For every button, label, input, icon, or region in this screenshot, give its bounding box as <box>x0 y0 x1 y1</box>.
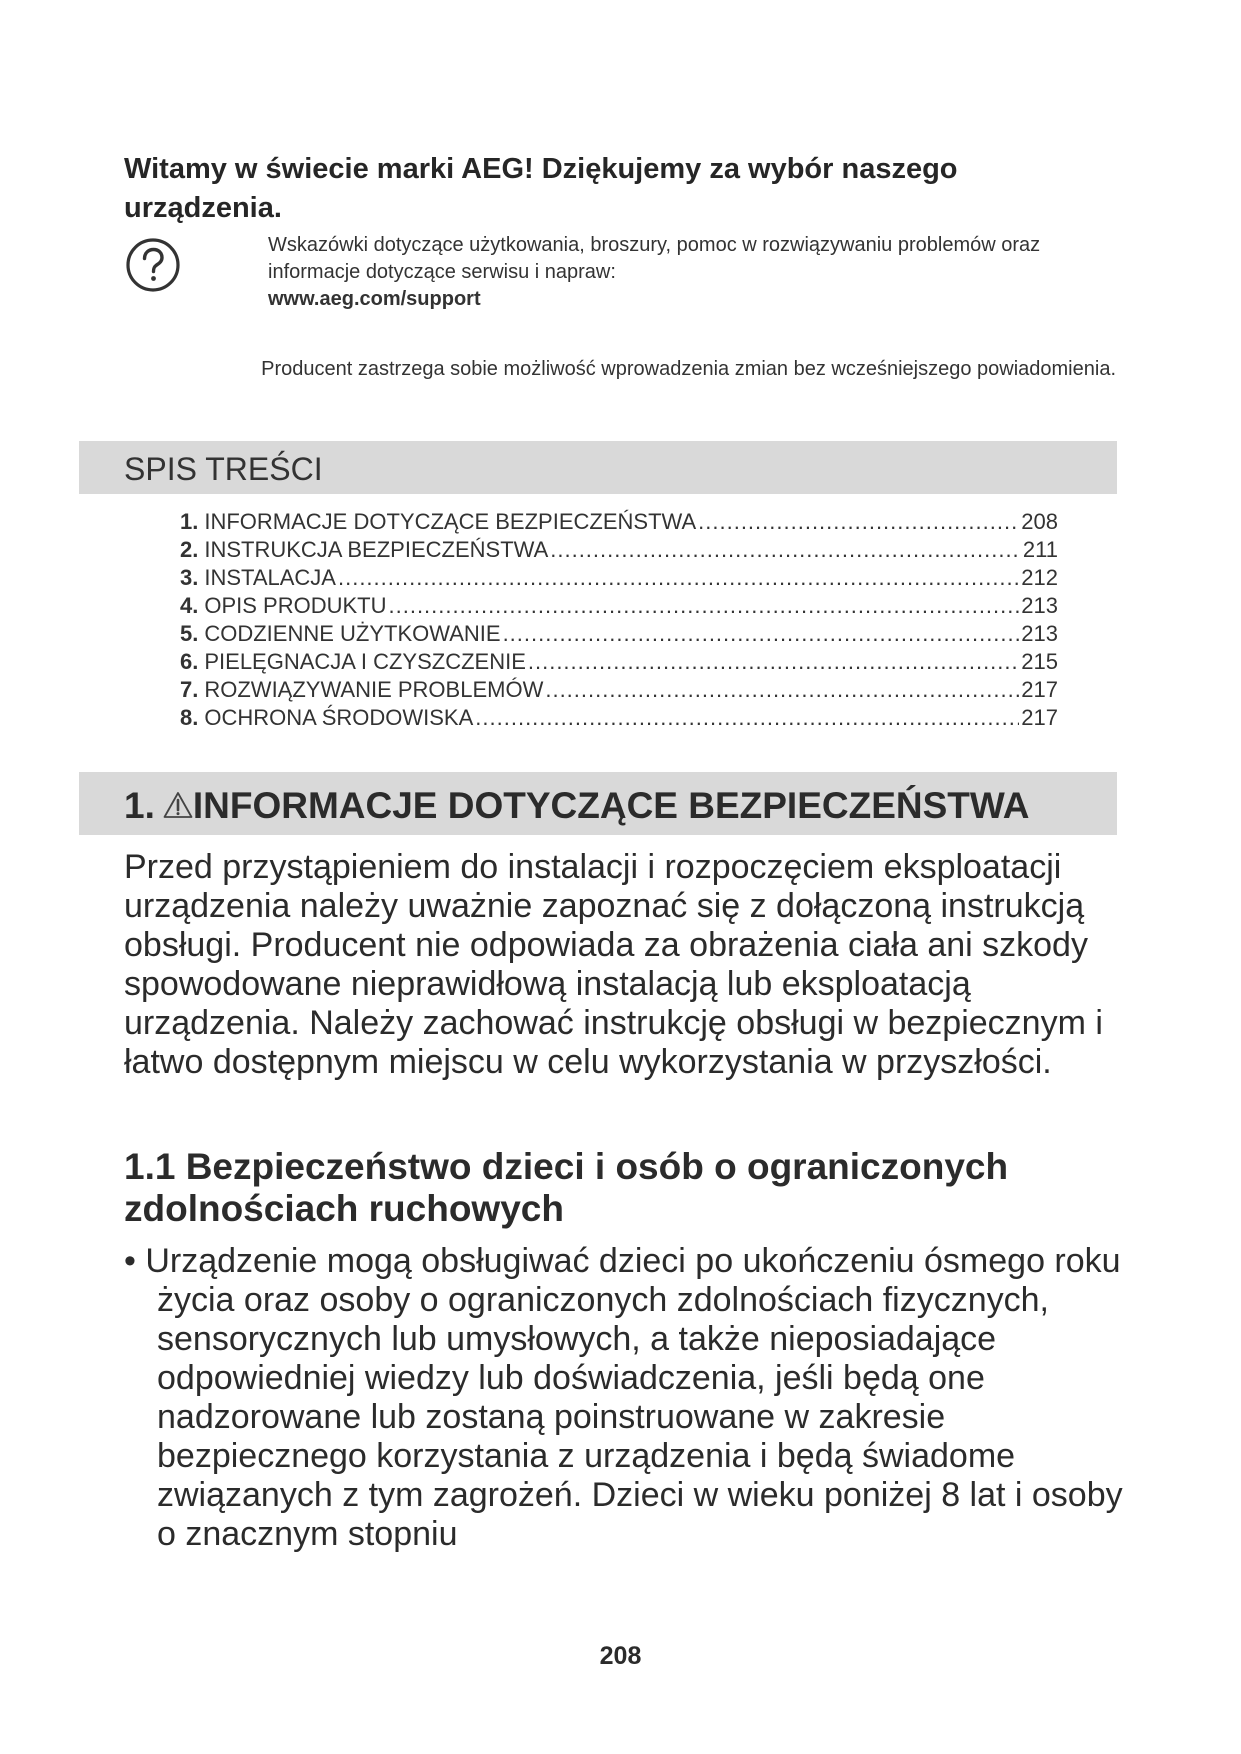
bullet-item <box>124 1242 1147 1554</box>
toc-item[interactable] <box>180 508 1058 536</box>
toc-item-label: INSTALACJA <box>204 565 336 590</box>
toc-item[interactable] <box>180 676 1058 704</box>
toc-item-number: 8. <box>180 705 199 730</box>
toc-item-page: 215 <box>1021 649 1058 674</box>
intro-paragraph: Przed przystąpieniem do instalacji i rozpoczęciem eksploatacji urządzenia należy uważnie zapoznać się z dołączoną instrukcją obsługi. Producent nie odpowiada za obrażenia ciała ani szkody spowodowane nieprawidłową instalacją lub eksploatacją urządzenia. Należy zachować instrukcję obsługi w bezpiecznym i łatwo dostępnym miejscu w celu wykorzystania w przyszłości. <box>124 848 1103 1081</box>
toc-item-label: CODZIENNE UŻYTKOWANIE <box>204 621 501 646</box>
toc-item-label: OPIS PRODUKTU <box>204 593 387 618</box>
support-text: Wskazówki dotyczące użytkowania, broszury, pomoc w rozwiązywaniu problemów oraz informacje dotyczące serwisu i napraw: <box>268 234 1041 283</box>
toc-item-label: INSTRUKCJA BEZPIECZEŃSTWA <box>204 537 549 562</box>
toc-item[interactable] <box>180 648 1058 676</box>
toc-leader <box>475 704 1019 732</box>
toc-item-number: 4. <box>180 593 199 618</box>
toc-item[interactable] <box>180 536 1058 564</box>
support-link[interactable]: www.aeg.com/support <box>268 288 481 310</box>
toc-leader <box>545 676 1019 704</box>
toc-leader <box>389 592 1020 620</box>
welcome-heading: Witamy w świecie marki AEG! Dziękujemy za wybór naszego urządzenia. <box>124 153 958 224</box>
warning-triangle-icon <box>163 791 193 819</box>
toc-item-number: 1. <box>180 509 199 534</box>
toc-item-number: 2. <box>180 537 199 562</box>
toc-leader <box>528 648 1019 676</box>
toc-item-label: INFORMACJE DOTYCZĄCE BEZPIECZEŃSTWA <box>204 509 697 534</box>
toc-item[interactable] <box>180 704 1058 732</box>
toc-item-page: 212 <box>1021 565 1058 590</box>
toc-title: SPIS TREŚCI <box>124 451 323 487</box>
page-number: 208 <box>599 1642 642 1670</box>
support-info <box>268 232 1128 313</box>
toc-item[interactable] <box>180 592 1058 620</box>
toc-leader <box>698 508 1019 536</box>
toc-item-number: 3. <box>180 565 199 590</box>
toc-item-number: 6. <box>180 649 199 674</box>
toc-item-label: PIELĘGNACJA I CZYSZCZENIE <box>204 649 526 674</box>
section-title-text: INFORMACJE DOTYCZĄCE BEZPIECZEŃSTWA <box>192 785 1030 826</box>
toc-item-label: ROZWIĄZYWANIE PROBLEMÓW <box>204 677 544 702</box>
change-notice: Producent zastrzega sobie możliwość wprowadzenia zmian bez wcześniejszego powiadomienia. <box>261 358 1116 380</box>
section-number: 1. <box>124 785 155 826</box>
toc-item-page: 213 <box>1021 593 1058 618</box>
bullet-text: Urządzenie mogą obsługiwać dzieci po ukończeniu ósmego roku życia oraz osoby o ograniczonych zdolnościach fizycznych, sensorycznych lub umysłowych, a także nieposiadające odpowiedniej wiedzy lub doświadczenia, jeśli będą one nadzorowane lub zostaną poinstruowane w zakresie bezpiecznego korzystania z urządzenia i będą świadome związanych z tym zagrożeń. Dzieci w wieku poniżej 8 lat i osoby o znacznym stopniu <box>145 1242 1123 1553</box>
toc-item-page: 213 <box>1021 621 1058 646</box>
toc-leader <box>338 564 1019 592</box>
toc-item[interactable] <box>180 620 1058 648</box>
toc-leader <box>550 536 1021 564</box>
bullet-marker: • <box>124 1242 146 1280</box>
toc-item-page: 217 <box>1021 705 1058 730</box>
toc-item-label: OCHRONA ŚRODOWISKA <box>204 705 474 730</box>
toc-item-number: 7. <box>180 677 199 702</box>
toc-leader <box>503 620 1020 648</box>
toc-list <box>180 508 1058 732</box>
subsection-title: 1.1 Bezpieczeństwo dzieci i osób o ograniczonych zdolnościach ruchowych <box>124 1146 1009 1229</box>
toc-item[interactable] <box>180 564 1058 592</box>
toc-item-page: 217 <box>1021 677 1058 702</box>
question-circle-icon <box>125 237 181 293</box>
section-title <box>124 784 1030 828</box>
toc-item-page: 211 <box>1022 537 1058 562</box>
toc-item-number: 5. <box>180 621 199 646</box>
toc-item-page: 208 <box>1021 509 1058 534</box>
